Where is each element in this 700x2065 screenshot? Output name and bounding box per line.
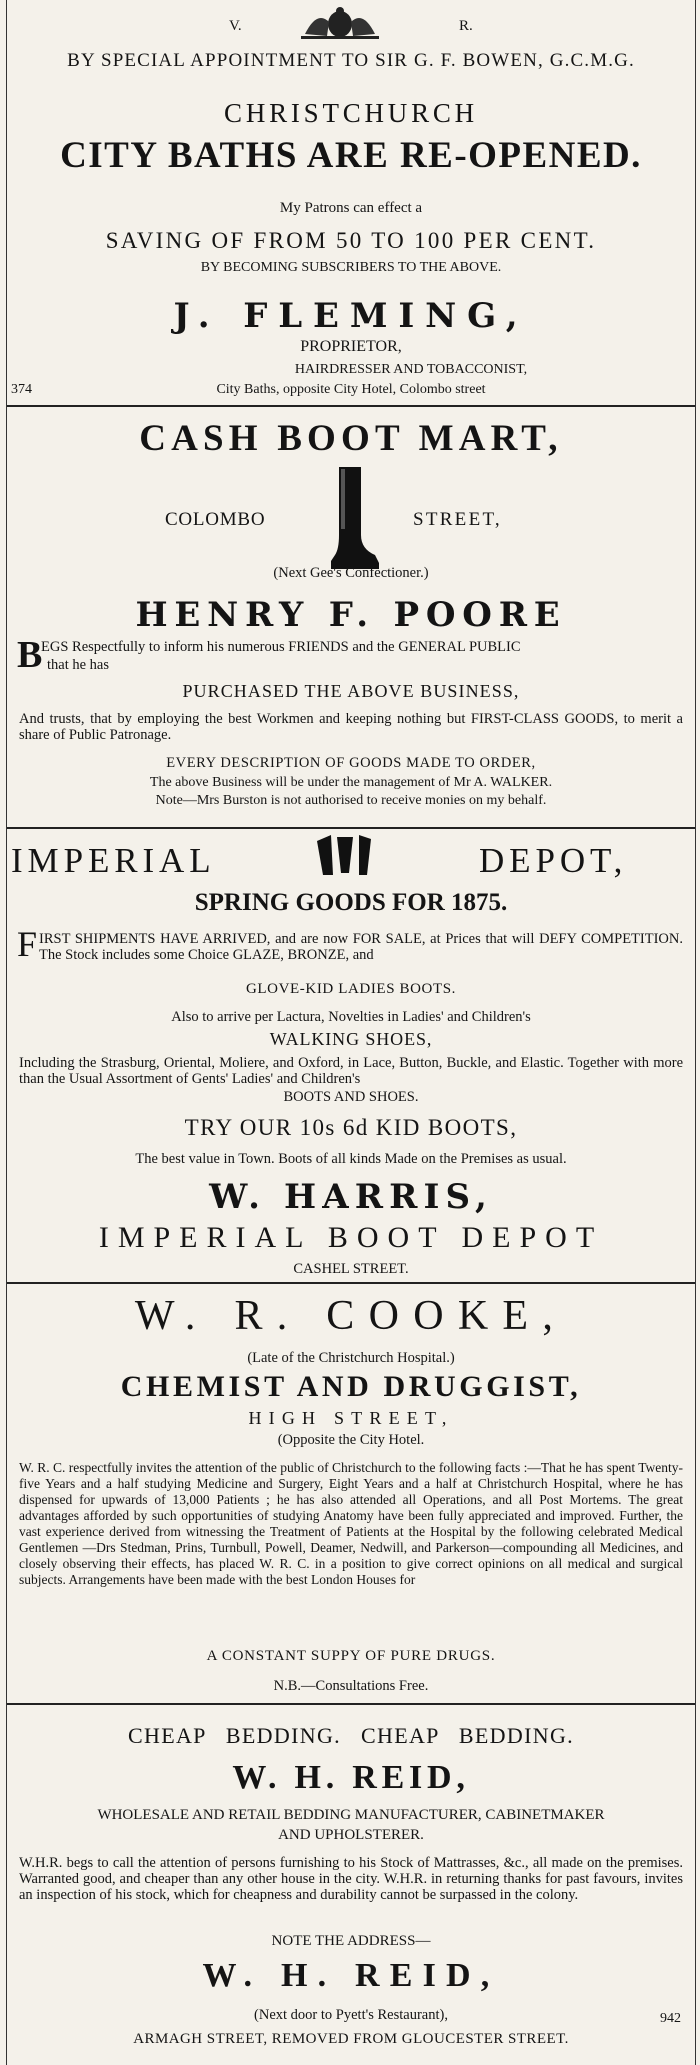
v-letter: V.	[229, 18, 242, 34]
street-word: STREET,	[413, 509, 502, 530]
reid-name: W. H. REID,	[232, 1759, 470, 1796]
cash-boot-mart-ad	[7, 407, 695, 827]
armagh-street: ARMAGH STREET, REMOVED FROM GLOUCESTER STREET.	[133, 2031, 569, 2047]
boot-icon	[325, 465, 383, 573]
royal-crest-icon	[295, 6, 385, 42]
cheap-bedding: CHEAP BEDDING. CHEAP BEDDING.	[128, 1723, 574, 1748]
spring-goods: SPRING GOODS FOR 1875.	[194, 889, 508, 916]
glove-kid-line: GLOVE-KID LADIES BOOTS.	[245, 981, 457, 997]
high-street: HIGH STREET,	[248, 1408, 454, 1428]
best-value-line: The best value in Town. Boots of all kinds Made on the Premises as usual.	[135, 1151, 567, 1167]
harris-name: W. HARRIS,	[209, 1177, 493, 1217]
r-letter: R.	[459, 18, 473, 34]
begs-line: EGS Respectfully to inform his numerous FRIENDS and the GENERAL PUBLIC	[41, 639, 521, 655]
cash-boot-mart-heading: CASH BOOT MART,	[139, 418, 563, 459]
poore-name: HENRY F. POORE	[135, 595, 567, 635]
note-line: Note—Mrs Burston is not authorised to receive monies on my behalf.	[155, 793, 547, 808]
colombo-word: COLOMBO	[165, 509, 266, 530]
reid-body: W.H.R. begs to call the attention of persons furnishing to his Stock of Mattrasses, &c., all made on the premises. Warranted good, and cheaper than any other house in the city. W.H.R. in returning thanks for past favours, invites an inspection of his stock, which for cheapness and durability cannot be surpassed in the colony.	[19, 1855, 683, 1903]
imperial-word: IMPERIAL	[11, 841, 216, 880]
address-line: City Baths, opposite City Hotel, Colombo street	[216, 382, 486, 397]
heading-city-baths: CITY BATHS ARE RE-OPENED.	[60, 135, 642, 176]
cooke-name: W. R. COOKE,	[134, 1293, 568, 1339]
late-of-line: (Late of the Christchurch Hospital.)	[247, 1350, 455, 1366]
consultations-free: N.B.—Consultations Free.	[273, 1678, 429, 1694]
heading-christchurch: CHRISTCHURCH	[224, 98, 478, 128]
reid-bedding-ad	[7, 1705, 695, 2065]
fleming-name: J. FLEMING,	[173, 296, 529, 336]
ref-number-2: 942	[660, 2011, 681, 2026]
cashel-street: CASHEL STREET.	[293, 1261, 409, 1277]
every-description: EVERY DESCRIPTION OF GOODS MADE TO ORDER,	[166, 755, 536, 771]
appointment-line: BY SPECIAL APPOINTMENT TO SIR G. F. BOWEN, G.C.M.G.	[67, 50, 635, 71]
chemist-druggist: CHEMIST AND DRUGGIST,	[120, 1370, 582, 1403]
wholesale-line: WHOLESALE AND RETAIL BEDDING MANUFACTURER, CABINETMAKER	[97, 1807, 605, 1823]
cooke-body: W. R. C. respectfully invites the attention of the public of Christchurch to the following facts :—That he has spent Twenty-five Years and a half studying Medicine and Surgery, Eight Years and a half at Christchurch Hospital, where he has dispensed for upwards of 13,000 Patients ; he has also attended all Operations, and all Post Mortems. The great advantages afforded by such opportunities of studying Anatomy have been fully appreciated and improved. Further, the vast experience derived from witnessing the Treatment of Patients at the Hospital by the following celebrated Medical Gentlemen —Drs Stedman, Prins, Turnbull, Powell, Deamer, Nedwill, and Parkerson—compounding all Medicines, and closely observing their effects, has placed W. R. C. in a position to give correct opinions on all medical and surgical subjects. Arrangements have been made with the best London Houses for	[19, 1460, 683, 1587]
including-paragraph: Including the Strasburg, Oriental, Moliere, and Oxford, in Lace, Button, Buckle, and Elastic. Together with more than the Usual Assortment of Gents' Ladies' and Children's	[19, 1055, 683, 1087]
upholsterer-line: AND UPHOLSTERER.	[278, 1827, 424, 1843]
crown-monogram-icon	[313, 833, 377, 879]
boots-and-shoes: BOOTS AND SHOES.	[283, 1089, 419, 1105]
imperial-boot-depot: IMPERIAL BOOT DEPOT	[98, 1221, 604, 1254]
city-baths-ad	[7, 0, 695, 405]
opposite-line: (Opposite the City Hotel.	[277, 1432, 425, 1448]
saving-line: SAVING OF FROM 50 TO 100 PER CENT.	[105, 228, 597, 253]
imperial-depot-ad	[7, 829, 695, 1309]
constant-supply: A CONSTANT SUPPY OF PURE DRUGS.	[206, 1648, 496, 1664]
f-dropcap: F	[17, 924, 38, 964]
try-our-line: TRY OUR 10s 6d KID BOOTS,	[184, 1115, 518, 1140]
b-dropcap: B	[17, 634, 43, 676]
also-arrive-line: Also to arrive per Lactura, Novelties in Ladies' and Children's	[171, 1009, 531, 1025]
first-shipments: IRST SHIPMENTS HAVE ARRIVED, and are now FOR SALE, at Prices that will DEFY COMPETITION. The Stock includes some Choice GLAZE, BRONZE, and	[39, 931, 683, 963]
proprietor-line: PROPRIETOR,	[300, 338, 402, 355]
ref-number: 374	[11, 382, 32, 397]
walking-shoes: WALKING SHOES,	[269, 1029, 433, 1049]
that-he-has: that he has	[47, 657, 110, 673]
depot-word: DEPOT,	[479, 841, 628, 880]
patrons-line: My Patrons can effect a	[279, 200, 423, 216]
management-line: The above Business will be under the management of Mr A. WALKER.	[149, 775, 553, 790]
purchased-line: PURCHASED THE ABOVE BUSINESS,	[182, 681, 520, 701]
next-to-line: (Next Gee's Confectioner.)	[273, 565, 429, 581]
newspaper-column	[6, 0, 696, 2065]
trade-line: HAIRDRESSER AND TOBACCONIST,	[294, 362, 528, 377]
note-address: NOTE THE ADDRESS—	[271, 1933, 431, 1949]
reid-name-2: W. H. REID,	[202, 1957, 500, 1994]
subscribers-line: BY BECOMING SUBSCRIBERS TO THE ABOVE.	[200, 260, 502, 275]
trusts-paragraph: And trusts, that by employing the best Workmen and keeping nothing but FIRST-CLASS GOODS, to merit a share of Public Patronage.	[19, 711, 683, 743]
cooke-chemist-ad	[7, 1284, 695, 1704]
next-door-line: (Next door to Pyett's Restaurant),	[254, 2007, 448, 2023]
